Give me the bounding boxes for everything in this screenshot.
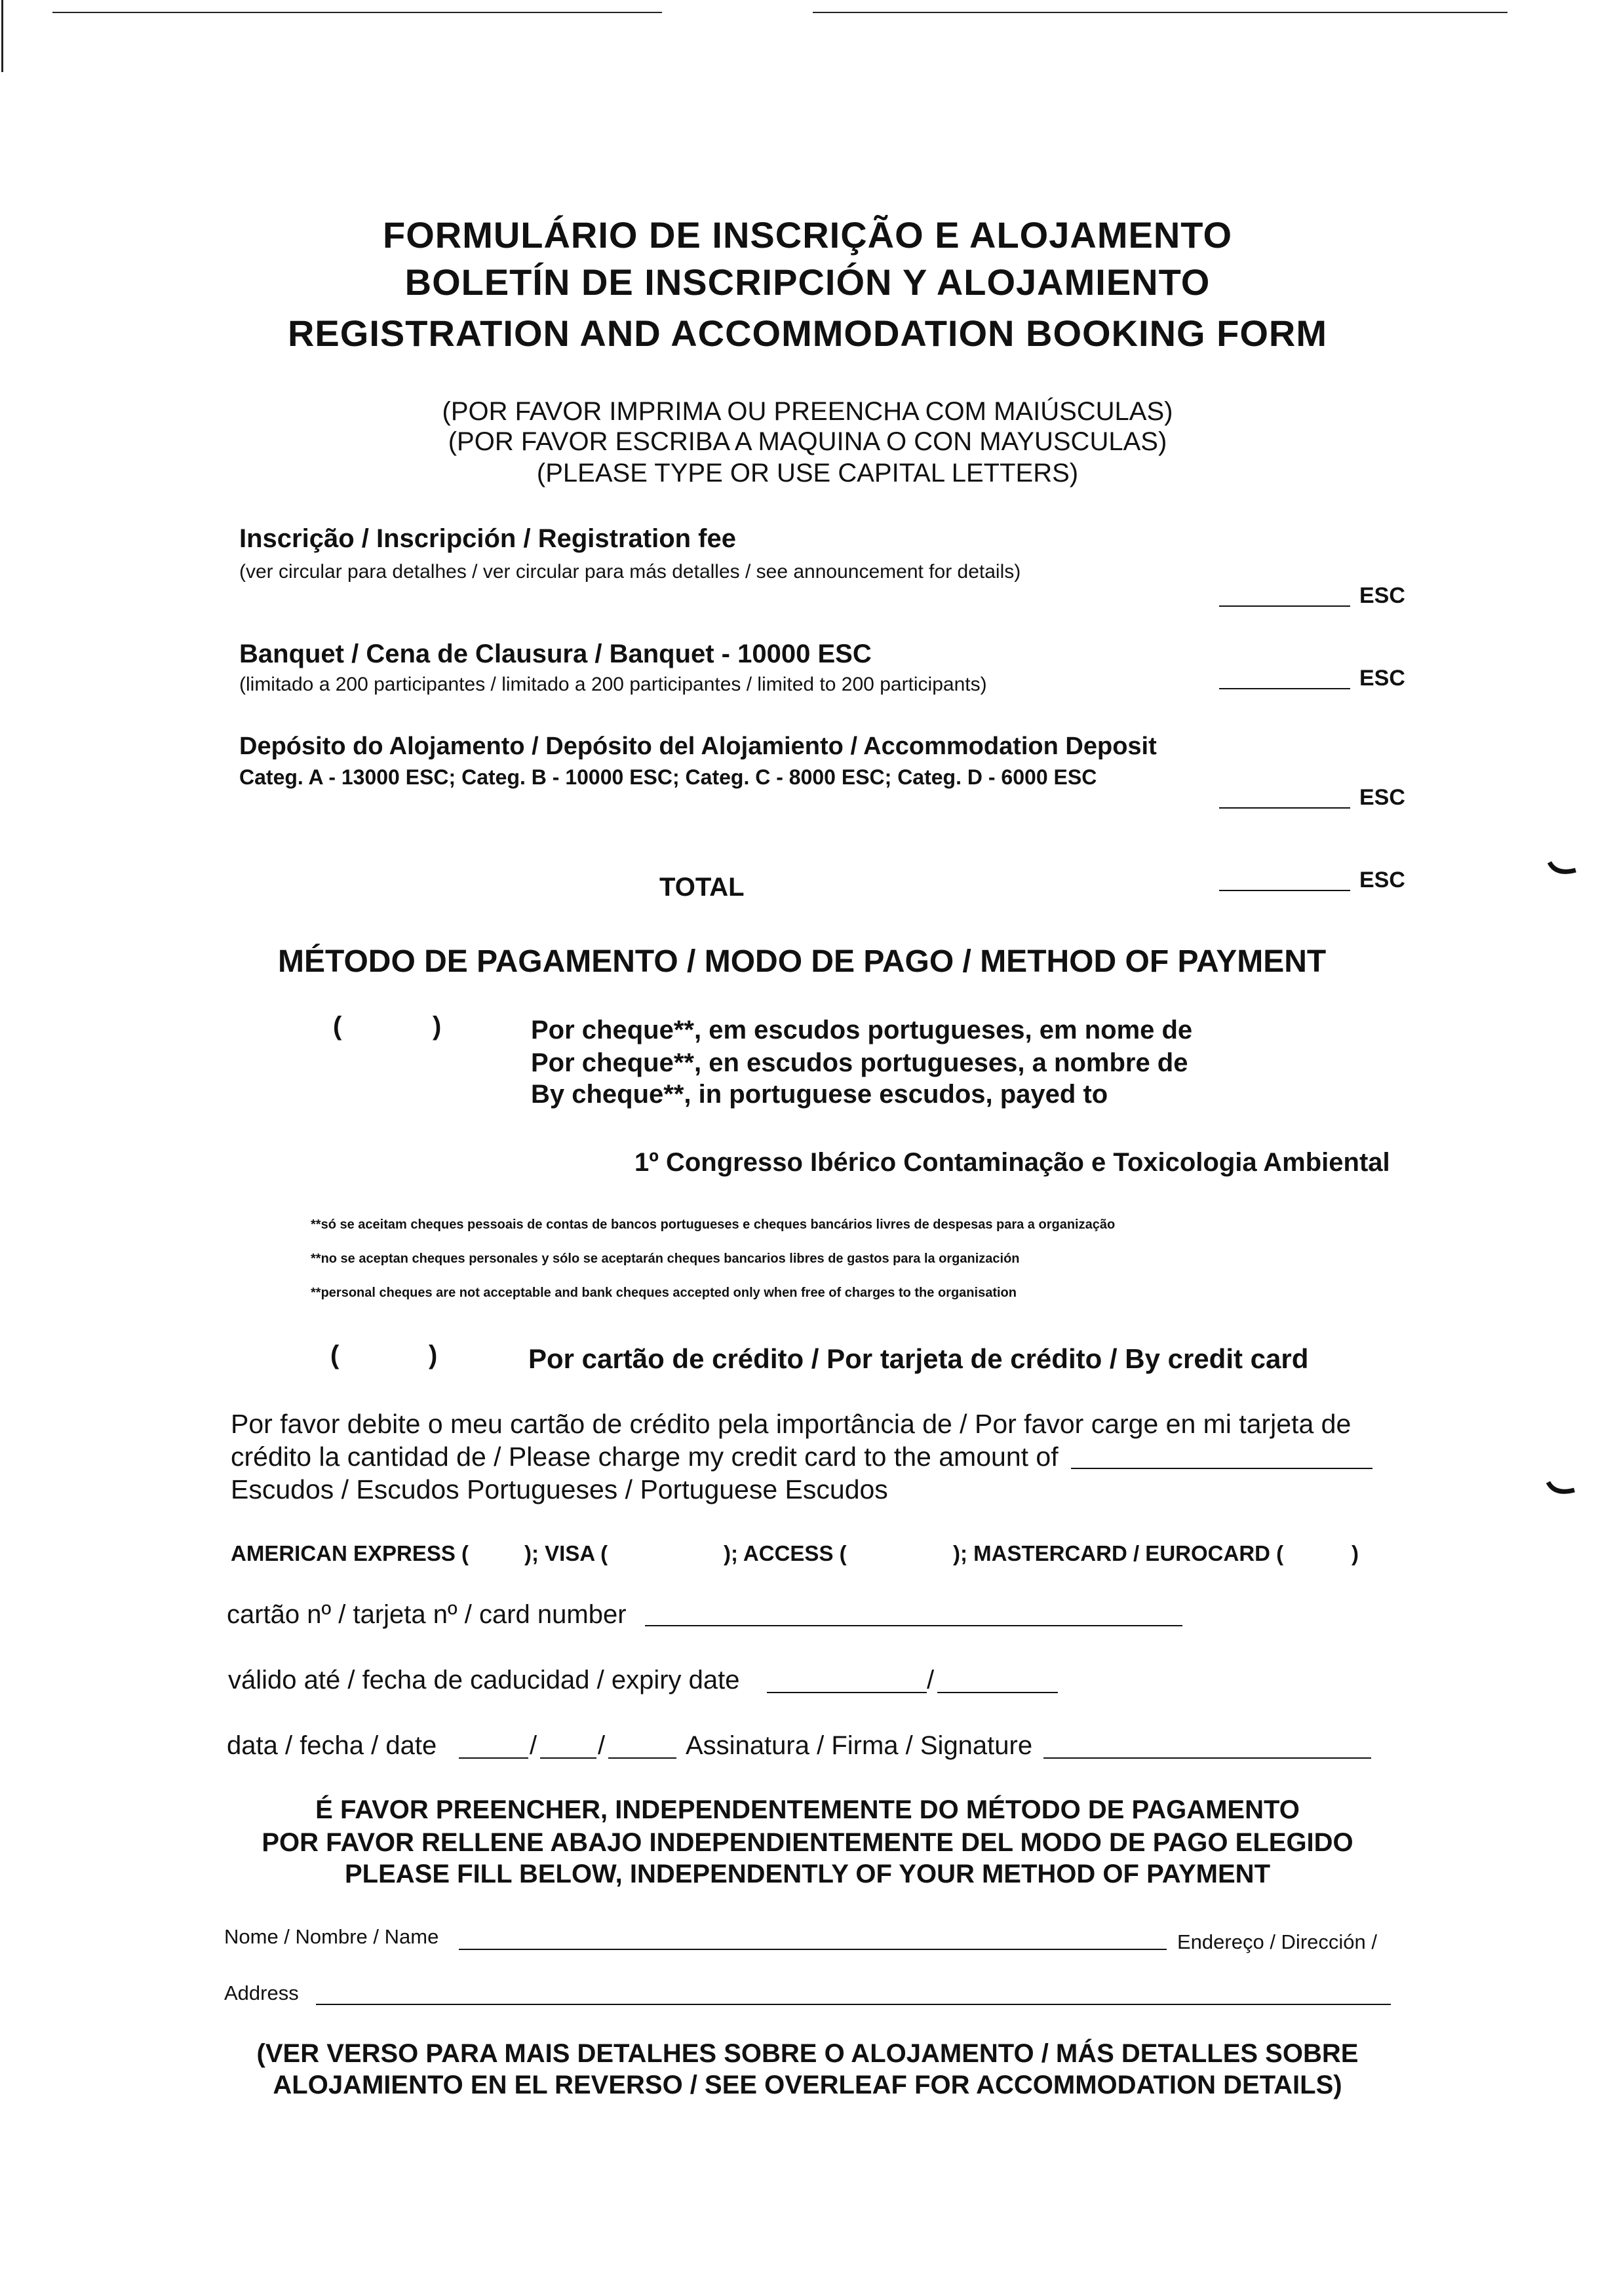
deposit-amount-field[interactable] — [1219, 807, 1350, 809]
cheque-note-es: **no se aceptan cheques personales y sólo se aceptarán cheques bancarios libres de gastos para la organización — [311, 1252, 1020, 1266]
banquet-amount-field[interactable] — [1219, 688, 1350, 689]
deposit-title: Depósito do Alojamento / Depósito del Alojamiento / Accommodation Deposit — [239, 733, 1157, 760]
card-type-mastercard: ); MASTERCARD / EUROCARD ( — [953, 1541, 1284, 1565]
form-title-es: BOLETÍN DE INSCRIPCIÓN Y ALOJAMIENTO — [404, 261, 1211, 303]
expiry-slash: / — [927, 1666, 935, 1694]
deposit-currency: ESC — [1359, 785, 1405, 810]
access-checkbox[interactable] — [878, 1540, 950, 1566]
charge-amount-field[interactable] — [1071, 1468, 1372, 1469]
date-slash-2: / — [598, 1731, 606, 1760]
registration-fee-amount-field[interactable] — [1219, 605, 1350, 607]
fill-notice-pt: É FAVOR PREENCHER, INDEPENDENTEMENTE DO MÉTODO DE PAGAMENTO — [315, 1795, 1300, 1824]
date-label: data / fecha / date — [227, 1731, 437, 1760]
deposit-categories: Categ. A - 13000 ESC; Categ. B - 10000 ESC; Categ. C - 8000 ESC; Categ. D - 6000 ESC — [239, 765, 1097, 789]
name-field[interactable] — [459, 1949, 1167, 1950]
registration-fee-note: (ver circular para detalhes / ver circular para más detalles / see announcement for details) — [239, 561, 1021, 583]
cheque-text-en: By cheque**, in portuguese escudos, payed to — [531, 1080, 1108, 1109]
registration-fee-currency: ESC — [1359, 583, 1405, 608]
cheque-text-pt: Por cheque**, em escudos portugueses, em nome de — [531, 1016, 1193, 1044]
form-title-pt: FORMULÁRIO DE INSCRIÇÃO E ALOJAMENTO — [382, 214, 1233, 256]
expiry-month-field[interactable] — [767, 1692, 927, 1693]
address-label-1: Endereço / Dirección / — [1177, 1930, 1377, 1953]
form-title-en: REGISTRATION AND ACCOMMODATION BOOKING FORM — [287, 313, 1327, 354]
registration-fee-title: Inscrição / Inscripción / Registration fee — [239, 524, 736, 553]
name-label: Nome / Nombre / Name — [224, 1925, 439, 1948]
signature-label: Assinatura / Firma / Signature — [686, 1731, 1033, 1760]
banquet-title: Banquet / Cena de Clausura / Banquet - 10000 ESC — [239, 640, 872, 668]
mastercard-checkbox[interactable] — [1304, 1540, 1344, 1566]
cheque-note-en: **personal cheques are not acceptable and bank cheques accepted only when free of charges to the organisation — [311, 1286, 1017, 1300]
card-number-label: cartão nº / tarjeta nº / card number — [227, 1600, 627, 1629]
instruction-es: (POR FAVOR ESCRIBA A MAQUINA O CON MAYUSCULAS) — [448, 427, 1167, 456]
card-checkbox-open: ( — [330, 1341, 340, 1369]
cheque-payee: 1º Congresso Ibérico Contaminação e Toxicologia Ambiental — [634, 1148, 1390, 1177]
cheque-checkbox-close: ) — [433, 1012, 442, 1041]
signature-field[interactable] — [1043, 1757, 1371, 1759]
card-checkbox[interactable] — [341, 1342, 426, 1371]
cheque-checkbox[interactable] — [343, 1013, 429, 1042]
cheque-checkbox-open: ( — [333, 1012, 342, 1041]
expiry-label: válido até / fecha de caducidad / expiry date — [228, 1666, 740, 1694]
amex-checkbox[interactable] — [472, 1540, 518, 1566]
total-currency: ESC — [1359, 868, 1405, 892]
total-amount-field[interactable] — [1219, 890, 1350, 891]
total-label: TOTAL — [659, 873, 745, 902]
card-type-access: ); ACCESS ( — [724, 1541, 847, 1565]
scan-top-rule-2 — [813, 12, 1508, 13]
debit-text-line2: crédito la cantidad de / Please charge my credit card to the amount of — [231, 1442, 1059, 1472]
date-month-field[interactable] — [540, 1757, 596, 1759]
card-option-label: Por cartão de crédito / Por tarjeta de crédito / By credit card — [528, 1343, 1309, 1374]
scan-mark-right-1 — [1547, 858, 1580, 878]
banquet-note: (limitado a 200 participantes / limitado a 200 participantes / limited to 200 participants) — [239, 674, 987, 695]
card-type-amex: AMERICAN EXPRESS ( — [231, 1541, 469, 1565]
date-day-field[interactable] — [459, 1757, 528, 1759]
footer-line1: (VER VERSO PARA MAIS DETALHES SOBRE O ALOJAMENTO / MÁS DETALLES SOBRE — [256, 2039, 1359, 2068]
card-types-end: ) — [1352, 1541, 1359, 1565]
debit-text-line1: Por favor debite o meu cartão de crédito pela importância de / Por favor carge en mi tarjeta de — [231, 1409, 1352, 1439]
debit-text-line3: Escudos / Escudos Portugueses / Portuguese Escudos — [231, 1474, 888, 1504]
instruction-en: (PLEASE TYPE OR USE CAPITAL LETTERS) — [536, 459, 1079, 488]
scan-mark-right-2 — [1546, 1478, 1578, 1498]
fill-notice-es: POR FAVOR RELLENE ABAJO INDEPENDIENTEMENTE DEL MODO DE PAGO ELEGIDO — [262, 1828, 1353, 1857]
address-field[interactable] — [316, 2004, 1391, 2005]
expiry-year-field[interactable] — [937, 1692, 1058, 1693]
instruction-pt: (POR FAVOR IMPRIMA OU PREENCHA COM MAIÚSCULAS) — [442, 397, 1173, 426]
card-checkbox-close: ) — [429, 1341, 438, 1369]
card-type-visa: ); VISA ( — [524, 1541, 608, 1565]
cheque-text-es: Por cheque**, en escudos portugueses, a nombre de — [531, 1048, 1188, 1077]
scan-top-rule-1 — [52, 12, 662, 13]
date-slash-1: / — [530, 1731, 537, 1760]
cheque-note-pt: **só se aceitam cheques pessoais de contas de bancos portugueses e cheques bancários livres de despesas para a organização — [311, 1217, 1116, 1232]
footer-line2: ALOJAMIENTO EN EL REVERSO / SEE OVERLEAF FOR ACCOMMODATION DETAILS) — [273, 2071, 1342, 2099]
card-number-field[interactable] — [645, 1625, 1182, 1626]
visa-checkbox[interactable] — [636, 1540, 714, 1566]
banquet-currency: ESC — [1359, 666, 1405, 691]
date-year-field[interactable] — [608, 1757, 676, 1759]
scan-left-edge — [1, 0, 3, 72]
address-label-2: Address — [224, 1981, 299, 2004]
fill-notice-en: PLEASE FILL BELOW, INDEPENDENTLY OF YOUR METHOD OF PAYMENT — [344, 1860, 1270, 1888]
payment-heading: MÉTODO DE PAGAMENTO / MODO DE PAGO / METHOD OF PAYMENT — [278, 944, 1327, 979]
